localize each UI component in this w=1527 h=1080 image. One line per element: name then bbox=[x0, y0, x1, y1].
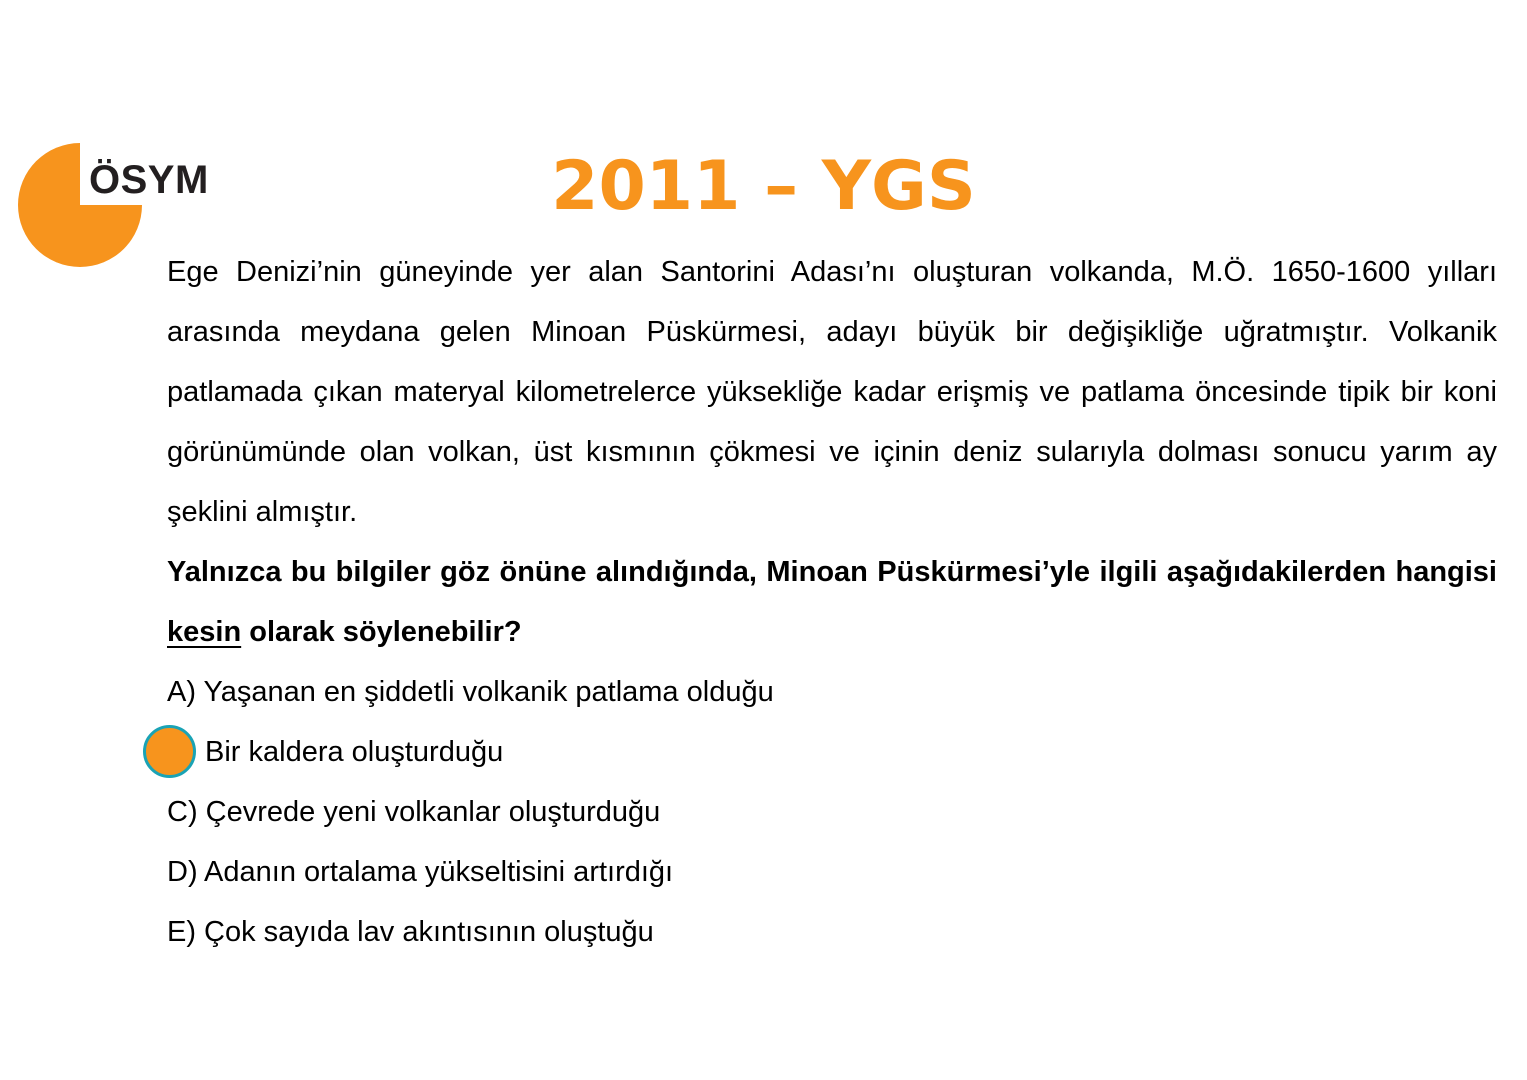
option-b[interactable] bbox=[167, 722, 1497, 782]
question-underlined-word: kesin bbox=[167, 616, 242, 648]
title-text: 2011 – YGS bbox=[551, 147, 976, 226]
page-title bbox=[0, 142, 1527, 232]
question-text-before: Yalnızca bu bilgiler göz önüne alındığında, Minoan Püskürmesi’yle ilgili aşağıdakilerden hangisi bbox=[167, 556, 1497, 588]
passage-text: Ege Denizi’nin güneyinde yer alan Santorini Adası’nı oluşturan volkanda, M.Ö. 1650-1600 yılları arasında meydana gelen Minoan Püskürmesi, adayı büyük bir değişikliğe uğratmıştır. Volkanik patlamada çıkan materyal kilometrelerce yüksekliğe kadar erişmiş ve patlama öncesinde tipik bir koni görünümünde olan volkan, üst kısmının çökmesi ve içinin deniz sularıyla dolması sonucu yarım ay şeklini almıştır. bbox=[167, 256, 1497, 528]
question-content bbox=[167, 242, 1497, 962]
logo-text: ÖSYM bbox=[89, 158, 209, 202]
selected-answer-marker bbox=[143, 725, 196, 778]
option-b-text: Bir kaldera oluşturduğu bbox=[205, 736, 504, 768]
option-c[interactable]: C) Çevrede yeni volkanlar oluşturduğu bbox=[167, 796, 661, 828]
question-stem bbox=[167, 542, 1497, 662]
option-e[interactable]: E) Çok sayıda lav akıntısının oluştuğu bbox=[167, 916, 654, 948]
option-d[interactable]: D) Adanın ortalama yükseltisini artırdığı bbox=[167, 856, 674, 888]
question-text-after: olarak söylenebilir? bbox=[241, 616, 522, 648]
option-a[interactable]: A) Yaşanan en şiddetli volkanik patlama olduğu bbox=[167, 676, 774, 708]
